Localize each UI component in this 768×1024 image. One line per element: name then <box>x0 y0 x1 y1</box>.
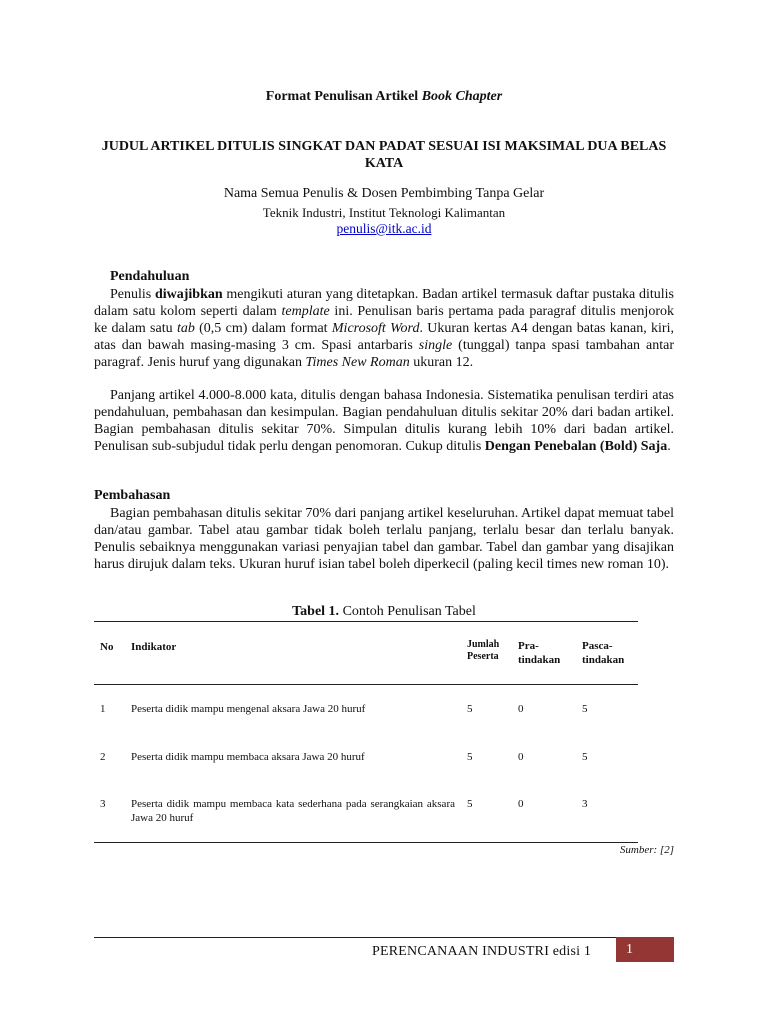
footer-journal-title: PERENCANAAN INDUSTRI edisi 1 <box>372 944 592 959</box>
table-cell-jumlah: 5 <box>467 751 473 763</box>
table-cell-pasca: 3 <box>582 798 588 810</box>
table-cell-pra: 0 <box>518 703 524 715</box>
table-cell-jumlah: 5 <box>467 703 473 715</box>
document-header-prefix: Format Penulisan Artikel <box>265 89 422 104</box>
section-heading-pembahasan: Pembahasan <box>94 488 171 503</box>
section-heading-pendahuluan: Pendahuluan <box>110 269 190 284</box>
footer-rule <box>94 937 616 938</box>
affiliation: Teknik Industri, Institut Teknologi Kalimantan <box>262 205 506 220</box>
table-cell-indikator: Peserta didik mampu membaca kata sederhana pada serangkaian aksara Jawa 20 huruf <box>131 798 455 824</box>
article-title: JUDUL ARTIKEL DITULIS SINGKAT DAN PADAT SESUAI ISI MAKSIMAL DUA BELAS KATA <box>101 139 667 171</box>
table-top-rule <box>94 621 638 622</box>
table-header-pra-tindakan: Pra- tindakan <box>518 640 561 666</box>
table-cell-pasca: 5 <box>582 751 588 763</box>
page-number-badge <box>616 937 674 962</box>
table-header-indikator: Indikator <box>131 641 177 653</box>
author-email-link[interactable]: penulis@itk.ac.id <box>336 221 432 236</box>
page-number: 1 <box>626 942 633 957</box>
table-bottom-rule <box>94 842 638 843</box>
document-header <box>94 89 674 105</box>
table-cell-no: 1 <box>100 703 106 715</box>
table-cell-pasca: 5 <box>582 703 588 715</box>
table-header-rule <box>94 684 638 685</box>
table-cell-indikator: Peserta didik mampu membaca aksara Jawa 20 huruf <box>131 751 365 763</box>
table-caption: Tabel 1. Contoh Penulisan Tabel <box>292 604 476 619</box>
author-names: Nama Semua Penulis & Dosen Pembimbing Tanpa Gelar <box>223 186 545 201</box>
pendahuluan-paragraph-1: Penulis diwajibkan mengikuti aturan yang ditetapkan. Badan artikel termasuk daftar pustaka ditulis dalam satu kolom seperti dalam template ini. Penulisan baris pertama pada paragraf ditulis menjorok ke dalam satu tab (0,5 cm) dalam format Microsoft Word. Ukuran kertas A4 dengan batas kanan, kiri, atas dan bawah masing-masing 3 cm. Spasi antarbaris single (tunggal) tanpa spasi tambahan antar paragraf. Jenis huruf yang digunakan Times New Roman ukuran 12. <box>94 287 674 370</box>
table-header-no: No <box>100 641 114 653</box>
table-header-jumlah-peserta: Jumlah Peserta <box>467 639 500 662</box>
pendahuluan-paragraph-2: Panjang artikel 4.000-8.000 kata, ditulis dengan bahasa Indonesia. Sistematika penulisan terdiri atas pendahuluan, pembahasan dan kesimpulan. Bagian pendahuluan ditulis sekitar 20% dari badan artikel. Bagian pembahasan ditulis sekitar 70%. Simpulan ditulis kurang lebih 10% dari badan artikel. Penulisan sub-subjudul tidak perlu dengan penomoran. Cukup ditulis Dengan Penebalan (Bold) Saja. <box>94 388 674 454</box>
table-cell-indikator: Peserta didik mampu mengenal aksara Jawa 20 huruf <box>131 703 366 715</box>
table-cell-pra: 0 <box>518 798 524 810</box>
table-cell-jumlah: 5 <box>467 798 473 810</box>
table-cell-no: 2 <box>100 751 106 763</box>
table-cell-no: 3 <box>100 798 106 810</box>
pembahasan-paragraph-1: Bagian pembahasan ditulis sekitar 70% dari panjang artikel keseluruhan. Artikel dapat memuat tabel dan/atau gambar. Tabel atau gambar tidak boleh terlalu panjang, terlalu besar dan terlalu banyak. Penulis sebaiknya menggunakan variasi penyajian tabel dan gambar. Tabel dan gambar yang disajikan harus dirujuk dalam teks. Ukuran huruf isian tabel boleh diperkecil (paling kecil times new roman 10). <box>94 506 674 572</box>
table-cell-pra: 0 <box>518 751 524 763</box>
table-header-pasca-tindakan: Pasca- tindakan <box>582 640 625 666</box>
document-header-italic: Book Chapter <box>421 89 503 104</box>
table-source: Sumber: [2] <box>619 844 674 856</box>
